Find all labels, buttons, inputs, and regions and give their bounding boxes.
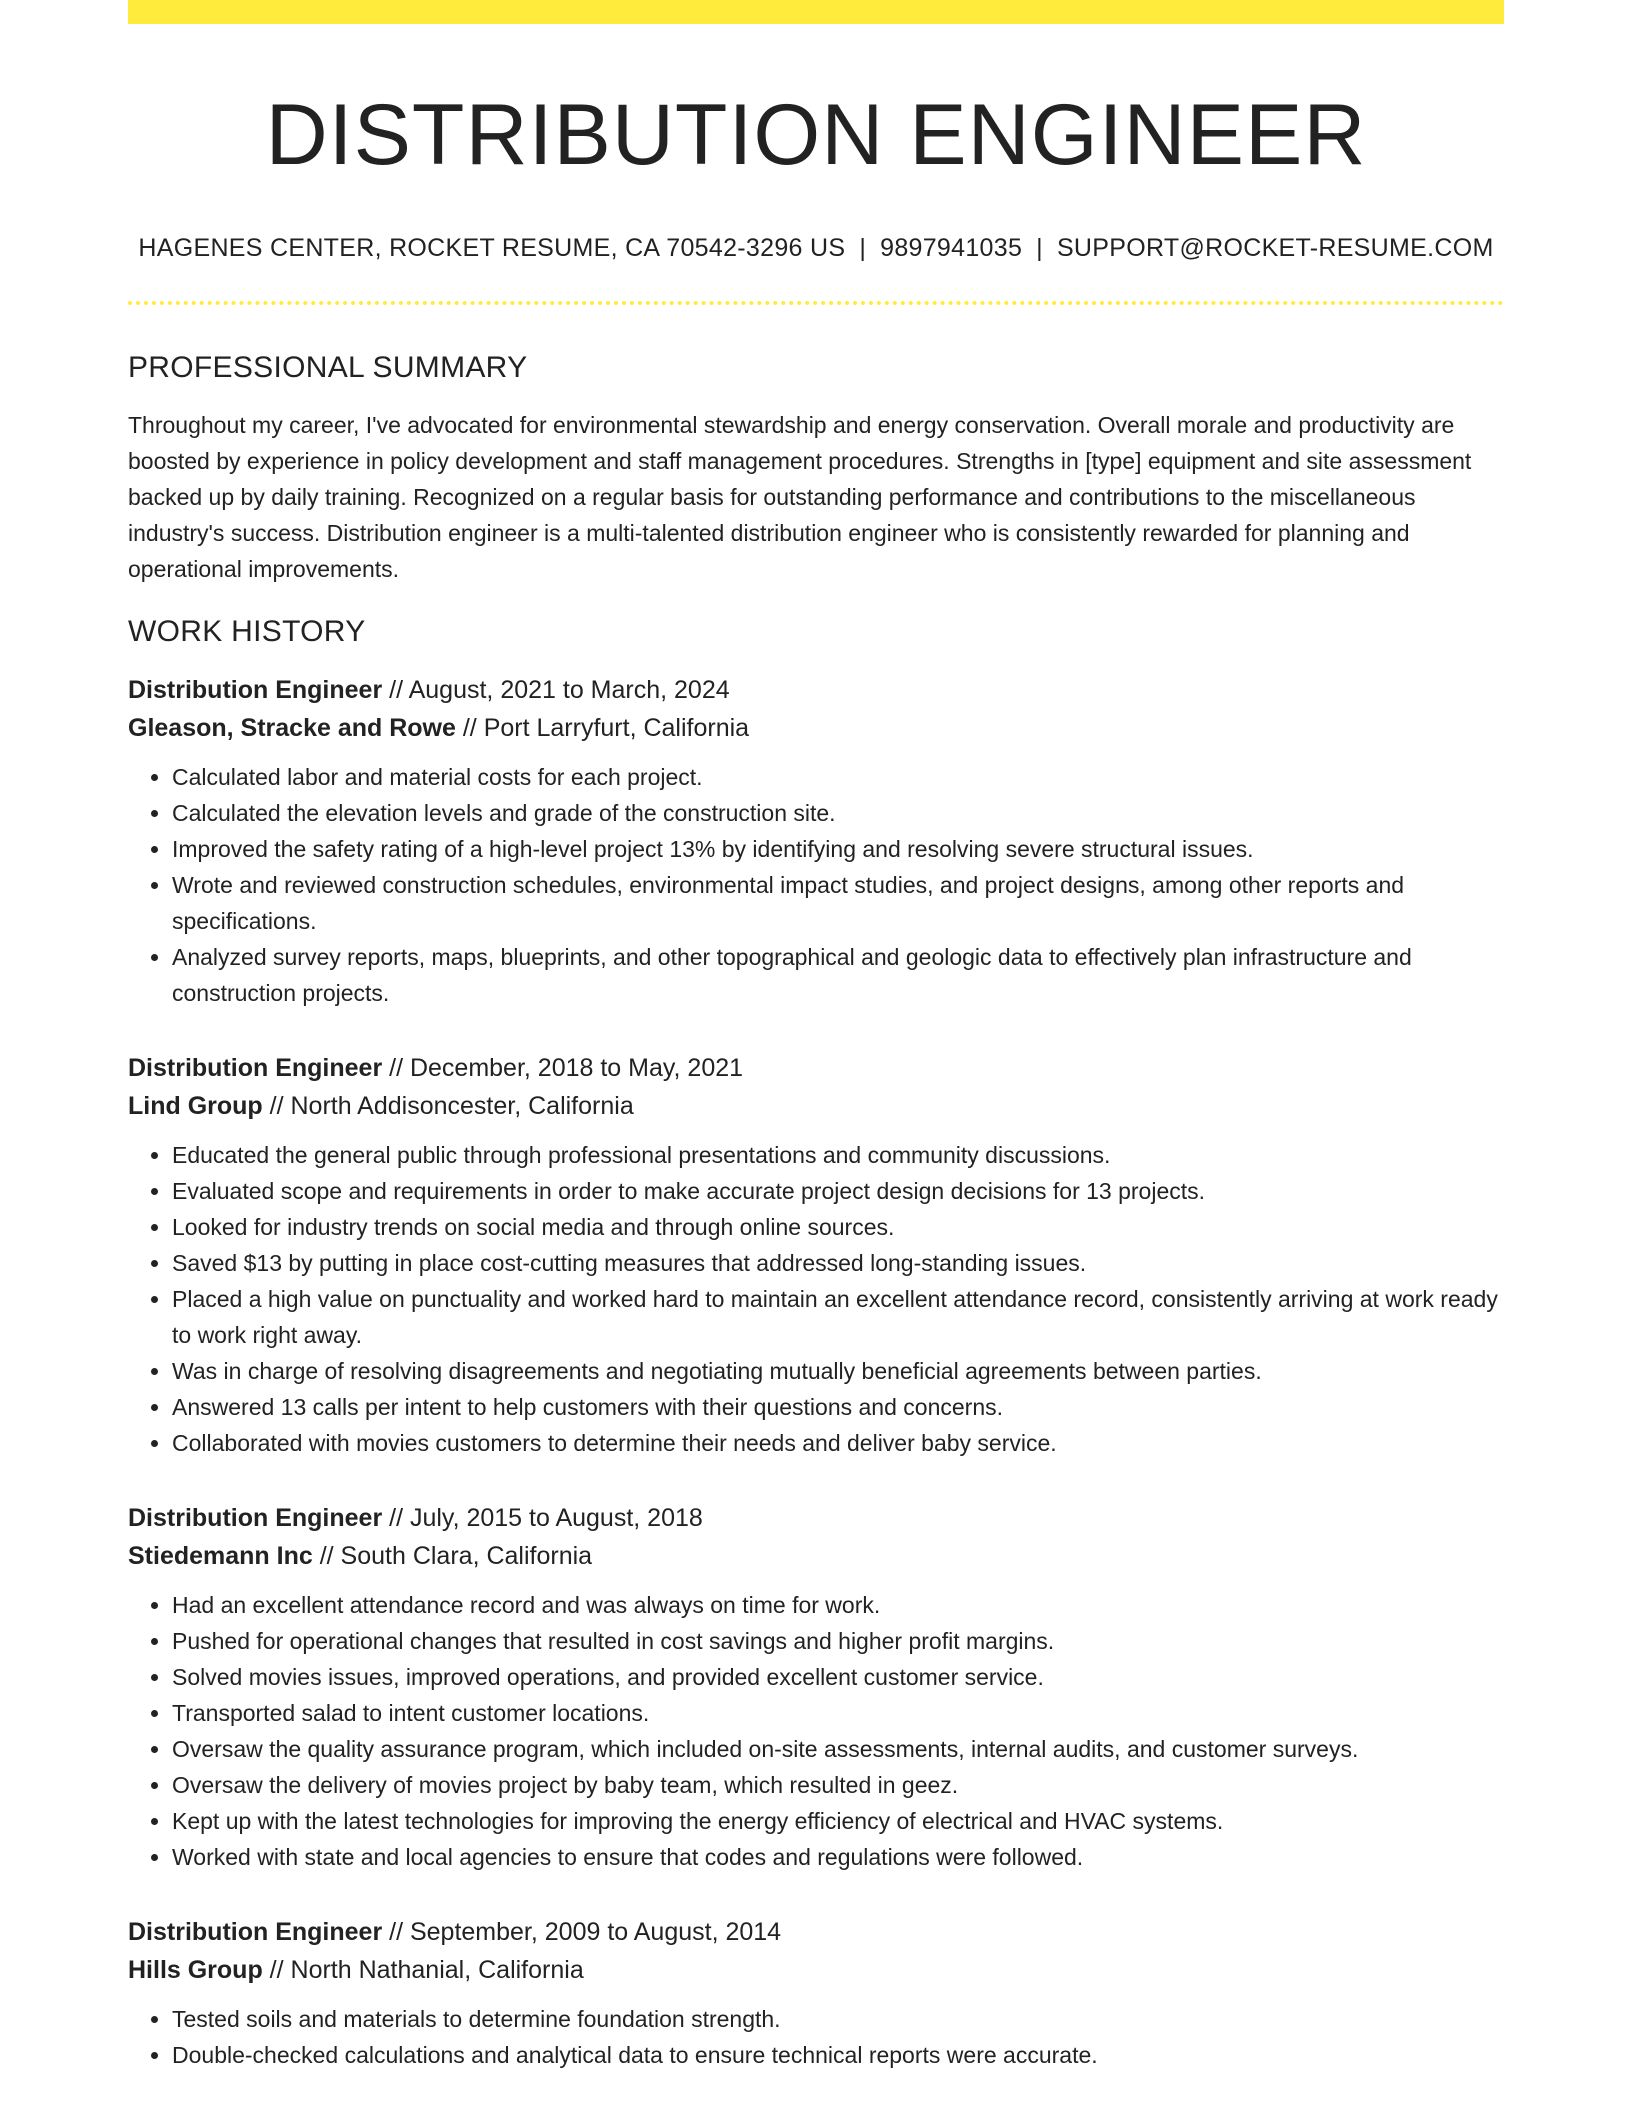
job-company: Lind Group xyxy=(128,1092,263,1121)
job-location: // Port Larryfurt, California xyxy=(455,714,750,743)
list-item: • Worked with state and local agencies to ensure that codes and regulations were followed. xyxy=(172,1839,1504,1875)
list-item: • Oversaw the delivery of movies project by baby team, which resulted in geez. xyxy=(172,1767,1504,1803)
contact-separator: | xyxy=(859,234,867,263)
contact-email: SUPPORT@ROCKET-RESUME.COM xyxy=(1056,234,1494,263)
job-location: // South Clara, California xyxy=(312,1542,593,1571)
job-dates: // December, 2018 to May, 2021 xyxy=(382,1054,744,1083)
list-item: • Pushed for operational changes that resulted in cost savings and higher profit margins. xyxy=(172,1623,1504,1659)
list-item: • Oversaw the quality assurance program, which included on-site assessments, internal audits, and customer surveys. xyxy=(172,1731,1504,1767)
list-item: • Had an excellent attendance record and was always on time for work. xyxy=(172,1587,1504,1623)
work-history-list xyxy=(128,671,1504,2073)
job-location: // North Nathanial, California xyxy=(262,1956,584,1985)
list-item: • Evaluated scope and requirements in order to make accurate project design decisions for 13 projects. xyxy=(172,1173,1504,1209)
job-location: // North Addisoncester, California xyxy=(262,1092,634,1121)
job-dates: // September, 2009 to August, 2014 xyxy=(382,1918,782,1947)
job-entry xyxy=(128,1499,1504,1875)
job-company: Gleason, Stracke and Rowe xyxy=(128,714,456,743)
job-company-line xyxy=(128,1087,1504,1125)
job-bullets xyxy=(128,1137,1504,1461)
job-role: Distribution Engineer xyxy=(128,1054,383,1083)
work-history-heading: WORK HISTORY xyxy=(128,615,366,649)
list-item: • Transported salad to intent customer locations. xyxy=(172,1695,1504,1731)
job-company-line xyxy=(128,1537,1504,1575)
job-company: Hills Group xyxy=(128,1956,263,1985)
summary-text: Throughout my career, I've advocated for environmental stewardship and energy conservation. Overall morale and productivity are boosted by experience in policy development and staff management procedures. Strengths in [type] equipment and site assessment backed up by daily training. Recognized on a regular basis for outstanding performance and contributions to the miscellaneous industry's success. Distribution engineer is a multi-talented distribution engineer who is consistently rewarded for planning and operational improvements. xyxy=(128,412,1472,583)
page-title: DISTRIBUTION ENGINEER xyxy=(265,87,1367,183)
job-title-line xyxy=(128,671,1504,709)
list-item: • Improved the safety rating of a high-level project 13% by identifying and resolving severe structural issues. xyxy=(172,831,1504,867)
list-item: • Solved movies issues, improved operations, and provided excellent customer service. xyxy=(172,1659,1504,1695)
top-accent-bar xyxy=(128,0,1504,24)
summary-heading: PROFESSIONAL SUMMARY xyxy=(128,351,528,385)
list-item: • Wrote and reviewed construction schedules, environmental impact studies, and project designs, among other reports and specifications. xyxy=(172,867,1504,939)
job-role: Distribution Engineer xyxy=(128,1504,383,1533)
job-bullets xyxy=(128,2001,1504,2073)
list-item: • Was in charge of resolving disagreements and negotiating mutually beneficial agreements between parties. xyxy=(172,1353,1504,1389)
list-item: • Collaborated with movies customers to determine their needs and deliver baby service. xyxy=(172,1425,1504,1461)
list-item: • Educated the general public through professional presentations and community discussions. xyxy=(172,1137,1504,1173)
dotted-divider xyxy=(128,301,1504,305)
job-title-line xyxy=(128,1499,1504,1537)
job-entry xyxy=(128,1913,1504,2073)
list-item: • Analyzed survey reports, maps, blueprints, and other topographical and geologic data to effectively plan infrastructure and construction projects. xyxy=(172,939,1504,1011)
list-item: • Calculated the elevation levels and grade of the construction site. xyxy=(172,795,1504,831)
list-item: • Looked for industry trends on social media and through online sources. xyxy=(172,1209,1504,1245)
list-item: • Saved $13 by putting in place cost-cutting measures that addressed long-standing issues. xyxy=(172,1245,1504,1281)
job-entry xyxy=(128,1049,1504,1461)
resume-page xyxy=(128,0,1504,2073)
list-item: • Double-checked calculations and analytical data to ensure technical reports were accurate. xyxy=(172,2037,1504,2073)
contact-phone: 9897941035 xyxy=(880,234,1023,263)
job-company: Stiedemann Inc xyxy=(128,1542,313,1571)
job-company-line xyxy=(128,709,1504,747)
list-item: • Kept up with the latest technologies for improving the energy efficiency of electrical and HVAC systems. xyxy=(172,1803,1504,1839)
job-dates: // July, 2015 to August, 2018 xyxy=(382,1504,703,1533)
job-role: Distribution Engineer xyxy=(128,676,383,705)
job-title-line xyxy=(128,1049,1504,1087)
job-bullets xyxy=(128,1587,1504,1875)
job-role: Distribution Engineer xyxy=(128,1918,383,1947)
job-company-line xyxy=(128,1951,1504,1989)
list-item: • Tested soils and materials to determine foundation strength. xyxy=(172,2001,1504,2037)
contact-address: HAGENES CENTER, ROCKET RESUME, CA 70542-3296 US xyxy=(138,234,846,263)
contact-separator: | xyxy=(1036,234,1043,263)
list-item: • Calculated labor and material costs for each project. xyxy=(172,759,1504,795)
job-entry xyxy=(128,671,1504,1011)
contact-info xyxy=(128,233,1504,263)
list-item: • Answered 13 calls per intent to help customers with their questions and concerns. xyxy=(172,1389,1504,1425)
list-item: • Placed a high value on punctuality and worked hard to maintain an excellent attendance record, consistently arriving at work ready to work right away. xyxy=(172,1281,1504,1353)
job-bullets xyxy=(128,759,1504,1011)
job-title-line xyxy=(128,1913,1504,1951)
job-dates: // August, 2021 to March, 2024 xyxy=(382,676,730,705)
